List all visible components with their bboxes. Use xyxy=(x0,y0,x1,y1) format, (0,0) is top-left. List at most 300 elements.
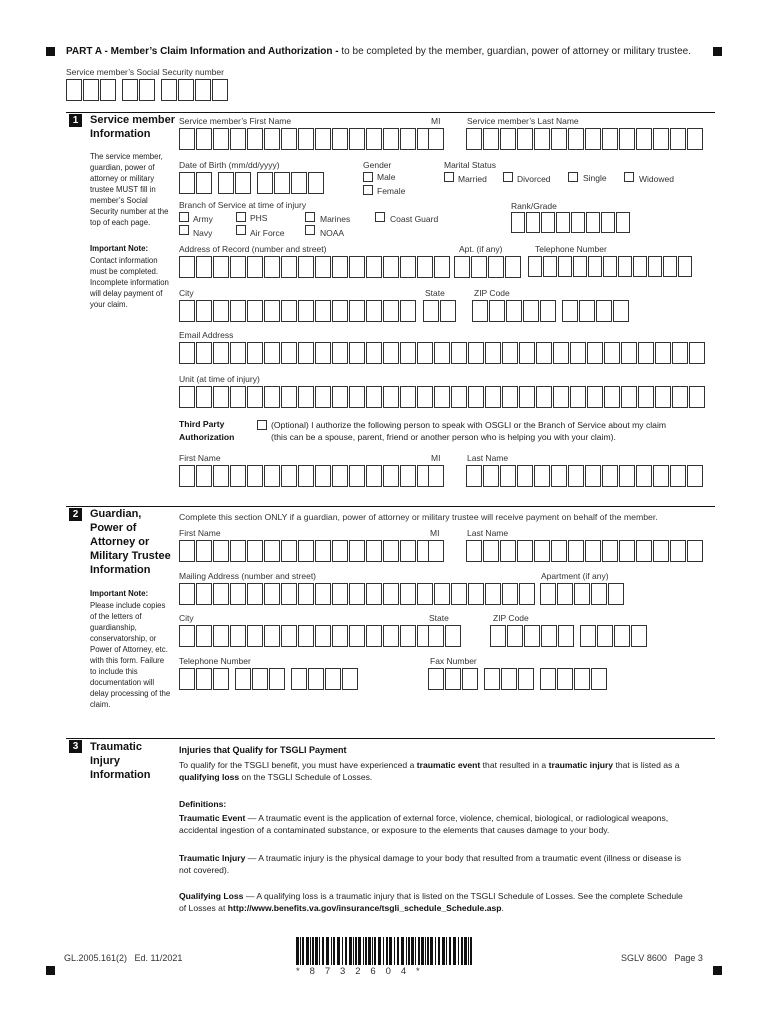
char-box[interactable] xyxy=(122,79,138,101)
char-box[interactable] xyxy=(308,172,324,194)
char-box[interactable] xyxy=(179,342,195,364)
char-box[interactable] xyxy=(247,625,263,647)
char-box[interactable] xyxy=(536,386,552,408)
char-box[interactable] xyxy=(466,465,482,487)
char-box[interactable] xyxy=(66,79,82,101)
char-box[interactable] xyxy=(553,342,569,364)
char-box[interactable] xyxy=(196,668,212,690)
char-box[interactable] xyxy=(502,386,518,408)
char-box[interactable] xyxy=(501,668,517,690)
char-box[interactable] xyxy=(332,540,348,562)
char-box[interactable] xyxy=(608,583,624,605)
char-box[interactable] xyxy=(281,465,297,487)
char-box[interactable] xyxy=(619,128,635,150)
g-state-input[interactable] xyxy=(428,625,462,647)
char-box[interactable] xyxy=(619,540,635,562)
char-box[interactable] xyxy=(332,465,348,487)
mailing-address-input[interactable] xyxy=(179,583,536,605)
char-box[interactable] xyxy=(417,386,433,408)
char-box[interactable] xyxy=(366,128,382,150)
char-box[interactable] xyxy=(212,79,228,101)
char-box[interactable] xyxy=(247,256,263,278)
char-box[interactable] xyxy=(349,465,365,487)
char-box[interactable] xyxy=(428,625,444,647)
char-box[interactable] xyxy=(298,540,314,562)
char-box[interactable] xyxy=(672,386,688,408)
char-box[interactable] xyxy=(636,465,652,487)
char-box[interactable] xyxy=(423,300,439,322)
char-box[interactable] xyxy=(526,212,540,233)
char-box[interactable] xyxy=(574,583,590,605)
char-box[interactable] xyxy=(349,256,365,278)
char-box[interactable] xyxy=(139,79,155,101)
char-box[interactable] xyxy=(568,540,584,562)
g-city-input[interactable] xyxy=(179,625,434,647)
char-box[interactable] xyxy=(400,540,416,562)
char-box[interactable] xyxy=(571,212,585,233)
char-box[interactable] xyxy=(247,300,263,322)
char-box[interactable] xyxy=(325,668,341,690)
char-box[interactable] xyxy=(586,212,600,233)
char-box[interactable] xyxy=(541,212,555,233)
char-box[interactable] xyxy=(383,300,399,322)
char-box[interactable] xyxy=(281,540,297,562)
char-box[interactable] xyxy=(445,625,461,647)
char-box[interactable] xyxy=(252,668,268,690)
city-input[interactable] xyxy=(179,300,417,322)
char-box[interactable] xyxy=(670,465,686,487)
char-box[interactable] xyxy=(466,540,482,562)
last-name-input[interactable] xyxy=(466,128,704,150)
char-box[interactable] xyxy=(281,256,297,278)
char-box[interactable] xyxy=(500,128,516,150)
char-box[interactable] xyxy=(534,128,550,150)
char-box[interactable] xyxy=(472,300,488,322)
char-box[interactable] xyxy=(591,583,607,605)
char-box[interactable] xyxy=(434,256,450,278)
char-box[interactable] xyxy=(298,386,314,408)
char-box[interactable] xyxy=(100,79,116,101)
char-box[interactable] xyxy=(298,625,314,647)
char-box[interactable] xyxy=(291,668,307,690)
divorced-checkbox[interactable] xyxy=(503,172,513,182)
char-box[interactable] xyxy=(179,256,195,278)
char-box[interactable] xyxy=(247,540,263,562)
char-box[interactable] xyxy=(383,583,399,605)
widowed-checkbox[interactable] xyxy=(624,172,634,182)
air-force-checkbox[interactable] xyxy=(236,225,246,235)
char-box[interactable] xyxy=(349,386,365,408)
char-box[interactable] xyxy=(451,342,467,364)
char-box[interactable] xyxy=(247,465,263,487)
char-box[interactable] xyxy=(213,386,229,408)
char-box[interactable] xyxy=(636,128,652,150)
char-box[interactable] xyxy=(230,128,246,150)
char-box[interactable] xyxy=(468,342,484,364)
char-box[interactable] xyxy=(485,342,501,364)
char-box[interactable] xyxy=(315,583,331,605)
char-box[interactable] xyxy=(523,300,539,322)
char-box[interactable] xyxy=(417,256,433,278)
char-box[interactable] xyxy=(230,625,246,647)
char-box[interactable] xyxy=(551,128,567,150)
first-name-input[interactable] xyxy=(179,128,434,150)
char-box[interactable] xyxy=(298,128,314,150)
char-box[interactable] xyxy=(196,128,212,150)
char-box[interactable] xyxy=(196,256,212,278)
char-box[interactable] xyxy=(485,386,501,408)
char-box[interactable] xyxy=(400,386,416,408)
char-box[interactable] xyxy=(451,386,467,408)
char-box[interactable] xyxy=(434,342,450,364)
char-box[interactable] xyxy=(428,465,444,487)
char-box[interactable] xyxy=(264,300,280,322)
char-box[interactable] xyxy=(653,540,669,562)
char-box[interactable] xyxy=(247,386,263,408)
char-box[interactable] xyxy=(247,128,263,150)
char-box[interactable] xyxy=(638,386,654,408)
char-box[interactable] xyxy=(570,342,586,364)
char-box[interactable] xyxy=(213,300,229,322)
state-input[interactable] xyxy=(423,300,457,322)
tp-first-name-input[interactable] xyxy=(179,465,434,487)
char-box[interactable] xyxy=(315,256,331,278)
char-box[interactable] xyxy=(213,128,229,150)
g-mi-input[interactable] xyxy=(428,540,445,562)
char-box[interactable] xyxy=(298,256,314,278)
char-box[interactable] xyxy=(315,128,331,150)
char-box[interactable] xyxy=(616,212,630,233)
char-box[interactable] xyxy=(519,386,535,408)
char-box[interactable] xyxy=(517,128,533,150)
char-box[interactable] xyxy=(196,583,212,605)
char-box[interactable] xyxy=(507,625,523,647)
char-box[interactable] xyxy=(556,212,570,233)
g-first-name-input[interactable] xyxy=(179,540,434,562)
char-box[interactable] xyxy=(543,256,557,277)
zip-input[interactable] xyxy=(472,300,630,322)
char-box[interactable] xyxy=(638,342,654,364)
char-box[interactable] xyxy=(604,342,620,364)
char-box[interactable] xyxy=(597,625,613,647)
g-last-name-input[interactable] xyxy=(466,540,704,562)
char-box[interactable] xyxy=(349,342,365,364)
char-box[interactable] xyxy=(213,256,229,278)
char-box[interactable] xyxy=(366,300,382,322)
char-box[interactable] xyxy=(400,128,416,150)
char-box[interactable] xyxy=(434,583,450,605)
char-box[interactable] xyxy=(179,128,195,150)
char-box[interactable] xyxy=(536,342,552,364)
char-box[interactable] xyxy=(562,300,578,322)
char-box[interactable] xyxy=(484,668,500,690)
char-box[interactable] xyxy=(471,256,487,278)
char-box[interactable] xyxy=(428,668,444,690)
char-box[interactable] xyxy=(540,583,556,605)
char-box[interactable] xyxy=(400,256,416,278)
apt-input[interactable] xyxy=(454,256,522,278)
char-box[interactable] xyxy=(614,625,630,647)
char-box[interactable] xyxy=(179,172,195,194)
char-box[interactable] xyxy=(218,172,234,194)
char-box[interactable] xyxy=(518,668,534,690)
char-box[interactable] xyxy=(517,540,533,562)
unit-input[interactable] xyxy=(179,386,706,408)
char-box[interactable] xyxy=(315,625,331,647)
char-box[interactable] xyxy=(636,540,652,562)
char-box[interactable] xyxy=(349,625,365,647)
char-box[interactable] xyxy=(653,465,669,487)
char-box[interactable] xyxy=(196,342,212,364)
char-box[interactable] xyxy=(483,128,499,150)
char-box[interactable] xyxy=(332,583,348,605)
char-box[interactable] xyxy=(264,540,280,562)
char-box[interactable] xyxy=(196,540,212,562)
char-box[interactable] xyxy=(196,625,212,647)
char-box[interactable] xyxy=(400,583,416,605)
char-box[interactable] xyxy=(161,79,177,101)
char-box[interactable] xyxy=(417,342,433,364)
char-box[interactable] xyxy=(291,172,307,194)
male-checkbox[interactable] xyxy=(363,172,373,182)
char-box[interactable] xyxy=(264,386,280,408)
char-box[interactable] xyxy=(383,128,399,150)
char-box[interactable] xyxy=(196,386,212,408)
char-box[interactable] xyxy=(235,172,251,194)
char-box[interactable] xyxy=(602,540,618,562)
char-box[interactable] xyxy=(468,583,484,605)
char-box[interactable] xyxy=(670,540,686,562)
single-checkbox[interactable] xyxy=(568,172,578,182)
char-box[interactable] xyxy=(298,342,314,364)
char-box[interactable] xyxy=(196,172,212,194)
char-box[interactable] xyxy=(580,625,596,647)
char-box[interactable] xyxy=(603,256,617,277)
char-box[interactable] xyxy=(485,583,501,605)
char-box[interactable] xyxy=(315,386,331,408)
navy-checkbox[interactable] xyxy=(179,225,189,235)
char-box[interactable] xyxy=(551,540,567,562)
char-box[interactable] xyxy=(604,386,620,408)
char-box[interactable] xyxy=(264,256,280,278)
char-box[interactable] xyxy=(568,128,584,150)
email-input[interactable] xyxy=(179,342,706,364)
char-box[interactable] xyxy=(315,540,331,562)
char-box[interactable] xyxy=(332,342,348,364)
char-box[interactable] xyxy=(663,256,677,277)
char-box[interactable] xyxy=(631,625,647,647)
char-box[interactable] xyxy=(247,583,263,605)
char-box[interactable] xyxy=(332,256,348,278)
char-box[interactable] xyxy=(281,128,297,150)
char-box[interactable] xyxy=(366,625,382,647)
char-box[interactable] xyxy=(400,625,416,647)
char-box[interactable] xyxy=(587,386,603,408)
char-box[interactable] xyxy=(269,668,285,690)
char-box[interactable] xyxy=(179,386,195,408)
char-box[interactable] xyxy=(315,465,331,487)
char-box[interactable] xyxy=(483,540,499,562)
char-box[interactable] xyxy=(689,342,705,364)
char-box[interactable] xyxy=(468,386,484,408)
char-box[interactable] xyxy=(230,583,246,605)
char-box[interactable] xyxy=(332,625,348,647)
char-box[interactable] xyxy=(517,465,533,487)
char-box[interactable] xyxy=(613,300,629,322)
phs-checkbox[interactable] xyxy=(236,212,246,222)
char-box[interactable] xyxy=(528,256,542,277)
char-box[interactable] xyxy=(349,540,365,562)
char-box[interactable] xyxy=(298,583,314,605)
char-box[interactable] xyxy=(179,300,195,322)
char-box[interactable] xyxy=(298,300,314,322)
char-box[interactable] xyxy=(596,300,612,322)
char-box[interactable] xyxy=(687,465,703,487)
char-box[interactable] xyxy=(274,172,290,194)
ssn-input[interactable] xyxy=(66,79,229,101)
char-box[interactable] xyxy=(557,668,573,690)
army-checkbox[interactable] xyxy=(179,212,189,222)
char-box[interactable] xyxy=(534,465,550,487)
char-box[interactable] xyxy=(541,625,557,647)
char-box[interactable] xyxy=(570,386,586,408)
char-box[interactable] xyxy=(558,625,574,647)
char-box[interactable] xyxy=(489,300,505,322)
char-box[interactable] xyxy=(445,668,461,690)
char-box[interactable] xyxy=(179,583,195,605)
char-box[interactable] xyxy=(366,386,382,408)
char-box[interactable] xyxy=(689,386,705,408)
char-box[interactable] xyxy=(553,386,569,408)
char-box[interactable] xyxy=(618,256,632,277)
char-box[interactable] xyxy=(332,128,348,150)
char-box[interactable] xyxy=(672,342,688,364)
char-box[interactable] xyxy=(400,300,416,322)
char-box[interactable] xyxy=(281,300,297,322)
char-box[interactable] xyxy=(383,256,399,278)
schedule-link[interactable]: http://www.benefits.va.gov/insurance/tsgli_schedule_Schedule.asp xyxy=(227,903,502,914)
char-box[interactable] xyxy=(247,342,263,364)
coast-guard-checkbox[interactable] xyxy=(375,212,385,222)
char-box[interactable] xyxy=(366,540,382,562)
address-input[interactable] xyxy=(179,256,451,278)
char-box[interactable] xyxy=(466,128,482,150)
char-box[interactable] xyxy=(213,342,229,364)
char-box[interactable] xyxy=(178,79,194,101)
g-phone-input[interactable] xyxy=(179,668,359,690)
char-box[interactable] xyxy=(179,668,195,690)
char-box[interactable] xyxy=(179,625,195,647)
char-box[interactable] xyxy=(506,300,522,322)
phone-input[interactable] xyxy=(528,256,693,277)
char-box[interactable] xyxy=(585,540,601,562)
char-box[interactable] xyxy=(308,668,324,690)
char-box[interactable] xyxy=(434,386,450,408)
rank-input[interactable] xyxy=(511,212,631,233)
char-box[interactable] xyxy=(500,540,516,562)
char-box[interactable] xyxy=(558,256,572,277)
char-box[interactable] xyxy=(621,386,637,408)
char-box[interactable] xyxy=(540,300,556,322)
char-box[interactable] xyxy=(257,172,273,194)
char-box[interactable] xyxy=(230,256,246,278)
char-box[interactable] xyxy=(428,128,444,150)
married-checkbox[interactable] xyxy=(444,172,454,182)
char-box[interactable] xyxy=(511,212,525,233)
char-box[interactable] xyxy=(213,540,229,562)
char-box[interactable] xyxy=(264,625,280,647)
char-box[interactable] xyxy=(349,128,365,150)
char-box[interactable] xyxy=(502,583,518,605)
char-box[interactable] xyxy=(366,342,382,364)
tp-last-name-input[interactable] xyxy=(466,465,704,487)
char-box[interactable] xyxy=(655,386,671,408)
char-box[interactable] xyxy=(366,465,382,487)
char-box[interactable] xyxy=(213,583,229,605)
char-box[interactable] xyxy=(213,668,229,690)
char-box[interactable] xyxy=(557,583,573,605)
char-box[interactable] xyxy=(366,256,382,278)
char-box[interactable] xyxy=(568,465,584,487)
char-box[interactable] xyxy=(230,540,246,562)
char-box[interactable] xyxy=(315,342,331,364)
char-box[interactable] xyxy=(332,300,348,322)
char-box[interactable] xyxy=(196,465,212,487)
char-box[interactable] xyxy=(653,128,669,150)
char-box[interactable] xyxy=(573,256,587,277)
mi-input[interactable] xyxy=(428,128,445,150)
char-box[interactable] xyxy=(454,256,470,278)
char-box[interactable] xyxy=(524,625,540,647)
char-box[interactable] xyxy=(488,256,504,278)
noaa-checkbox[interactable] xyxy=(305,225,315,235)
char-box[interactable] xyxy=(490,625,506,647)
char-box[interactable] xyxy=(519,342,535,364)
char-box[interactable] xyxy=(400,342,416,364)
char-box[interactable] xyxy=(519,583,535,605)
char-box[interactable] xyxy=(588,256,602,277)
char-box[interactable] xyxy=(648,256,662,277)
char-box[interactable] xyxy=(349,300,365,322)
char-box[interactable] xyxy=(298,465,314,487)
char-box[interactable] xyxy=(264,583,280,605)
char-box[interactable] xyxy=(332,386,348,408)
char-box[interactable] xyxy=(281,583,297,605)
char-box[interactable] xyxy=(281,625,297,647)
char-box[interactable] xyxy=(349,583,365,605)
char-box[interactable] xyxy=(585,128,601,150)
char-box[interactable] xyxy=(451,583,467,605)
char-box[interactable] xyxy=(687,540,703,562)
char-box[interactable] xyxy=(587,342,603,364)
char-box[interactable] xyxy=(400,465,416,487)
char-box[interactable] xyxy=(502,342,518,364)
char-box[interactable] xyxy=(633,256,647,277)
char-box[interactable] xyxy=(591,668,607,690)
char-box[interactable] xyxy=(687,128,703,150)
char-box[interactable] xyxy=(179,540,195,562)
char-box[interactable] xyxy=(213,465,229,487)
char-box[interactable] xyxy=(505,256,521,278)
char-box[interactable] xyxy=(621,342,637,364)
char-box[interactable] xyxy=(540,668,556,690)
char-box[interactable] xyxy=(483,465,499,487)
char-box[interactable] xyxy=(670,128,686,150)
char-box[interactable] xyxy=(462,668,478,690)
char-box[interactable] xyxy=(551,465,567,487)
char-box[interactable] xyxy=(196,300,212,322)
char-box[interactable] xyxy=(383,342,399,364)
